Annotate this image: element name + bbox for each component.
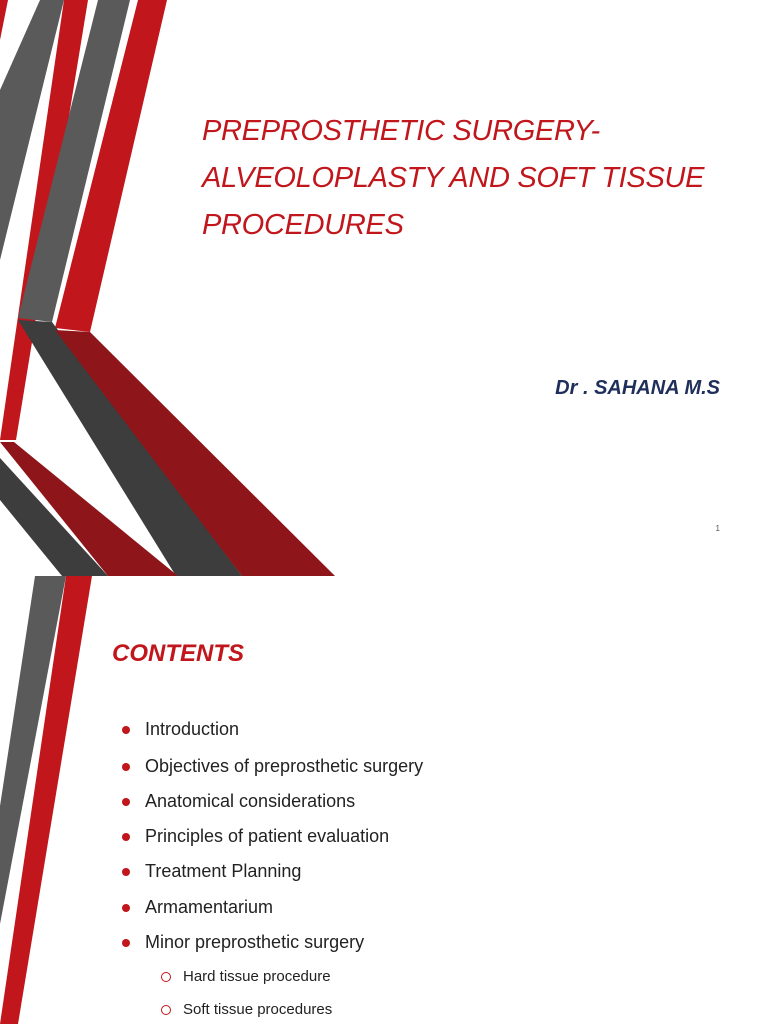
ribbon-red-corner [0,0,8,40]
title-line: PROCEDURES [202,209,404,241]
bullet-icon [122,763,130,771]
circle-bullet-icon [161,972,171,982]
slide-title [202,108,742,249]
contents-heading: CONTENTS [112,640,244,667]
bullet-icon [122,726,130,734]
decorative-ribbons-slide2 [0,576,120,1024]
bullet-icon [122,904,130,912]
title-line: ALVEOLOPLASTY AND SOFT TISSUE [202,162,705,194]
bullet-icon [122,798,130,806]
bullet-icon [122,868,130,876]
bullet-icon [122,939,130,947]
circle-bullet-icon [161,1005,171,1015]
author-name: Dr . SAHANA M.S [555,377,720,399]
contents-slide: CONTENTS Introduction Objectives of preprosthetic surgery Anatomical considerations Principles of patient evaluation Treatment Planning Armamentarium Minor preprosthetic surgery Hard tissue procedure Soft tissue procedures [0,576,768,1024]
title-line: PREPROSTHETIC SURGERY- [202,115,600,147]
page-number: 1 [715,524,720,533]
bullet-icon [122,833,130,841]
